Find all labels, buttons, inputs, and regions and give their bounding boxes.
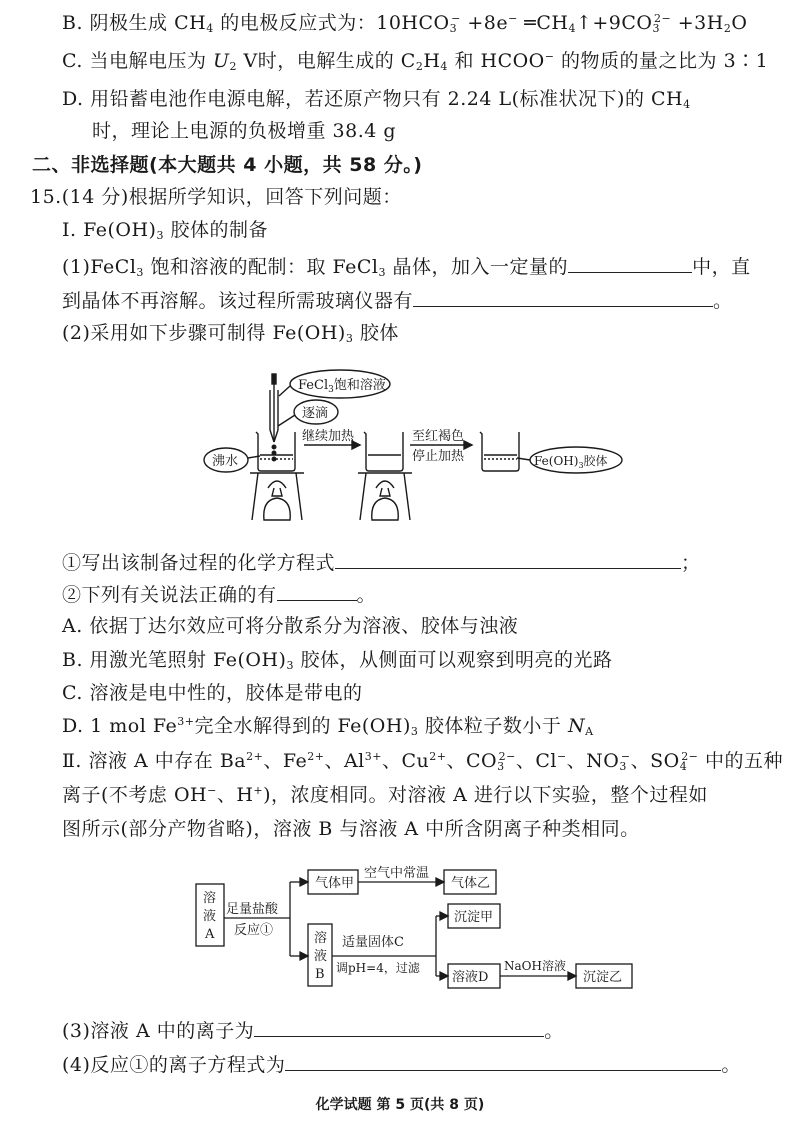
alcohol-lamp — [372, 498, 398, 520]
text: 3 — [378, 266, 387, 279]
text: (3)溶液 A 中的离子为 — [62, 1020, 255, 1042]
text: 到晶体不再溶解。该过程所需玻璃仪器有 — [62, 290, 414, 312]
alcohol-lamp — [264, 498, 290, 520]
text: − — [620, 750, 631, 763]
flow-label: 溶 — [314, 931, 328, 946]
flow-label: 气体甲 — [315, 876, 355, 891]
flame — [376, 481, 394, 488]
text: N — [567, 715, 586, 737]
part2-line2 — [62, 782, 708, 808]
beaker-2 — [364, 432, 403, 471]
text: ①写出该制备过程的化学方程式 — [62, 552, 336, 574]
text: 化学试题 第 5 页(共 8 页) — [315, 1097, 485, 1113]
text: 2− — [653, 12, 672, 25]
text: +3H — [671, 12, 724, 34]
text: 、SO — [630, 750, 680, 772]
section-title — [32, 152, 423, 178]
text: 2+ — [246, 750, 264, 763]
fig-label: 至红褐色 — [412, 429, 465, 444]
text: 、CO — [446, 750, 498, 772]
choice-a — [62, 613, 518, 639]
text: 4 — [679, 760, 688, 773]
flow-label: 液 — [203, 909, 217, 924]
text: 15.(14 分)根据所学知识，回答下列问题： — [30, 186, 402, 208]
text: 3 — [410, 725, 419, 738]
text: − — [207, 784, 217, 797]
flow-label: A — [205, 927, 215, 942]
text: 4 — [206, 22, 214, 35]
flow-label: 气体乙 — [451, 876, 491, 891]
text: 2+ — [307, 750, 325, 763]
text: 3 — [286, 659, 294, 672]
text: (4)反应①的离子方程式为 — [62, 1054, 286, 1076]
flow-label: 足量盐酸 — [226, 902, 279, 917]
text: H — [423, 50, 441, 72]
flow-label: 反应① — [234, 923, 274, 938]
text: 时，理论上电源的负极增重 38.4 g — [92, 120, 397, 142]
text: 胶体粒子数小于 — [418, 715, 568, 737]
text: 2 — [415, 60, 424, 73]
flow-label: NaOH溶液 — [504, 959, 566, 973]
text: 3+ — [177, 715, 195, 728]
subq-2-2 — [62, 580, 376, 608]
drop — [272, 445, 276, 449]
option-d-line1 — [62, 86, 691, 112]
subq-4 — [62, 1050, 741, 1078]
text: A — [585, 725, 594, 738]
text: 4 — [440, 60, 448, 73]
fig-label: FeCl$_3$饱和溶液 — [298, 378, 386, 395]
text: 2− — [498, 750, 516, 763]
text: − — [451, 12, 461, 25]
text: O — [731, 12, 748, 34]
text: 、NO — [566, 750, 620, 772]
flow-label: 溶 — [203, 891, 217, 906]
text: C. 溶液是电中性的，胶体是带电的 — [62, 682, 363, 704]
text: 4 — [683, 98, 691, 111]
text: 3+ — [364, 750, 382, 763]
text: 图所示(部分产物省略)，溶液 B 与溶液 A 中所含阴离子种类相同。 — [62, 818, 640, 840]
text: (2)采用如下步骤可制得 Fe(OH) — [62, 322, 346, 344]
text: ↑+9CO — [575, 12, 653, 34]
text: − — [544, 50, 555, 63]
choice-b — [62, 647, 613, 673]
option-d-line2 — [92, 118, 396, 144]
text: 3 — [156, 229, 164, 242]
text: 饱和溶液的配制：取 FeCl — [143, 256, 379, 278]
text: 和 HCOO — [447, 50, 545, 72]
text: 胶体，从侧面可以观察到明亮的光路 — [293, 649, 613, 671]
flow-label: 溶液D — [452, 970, 489, 985]
fig-label: $Fe(OH)_3$胶体 — [534, 454, 608, 470]
part2-line3 — [62, 816, 640, 842]
subq-1-line1 — [62, 252, 751, 280]
text: 3 — [619, 760, 627, 773]
text: 2 — [229, 60, 237, 73]
text: 。 — [713, 290, 733, 312]
text: B. 用激光笔照射 Fe(OH) — [62, 649, 287, 671]
text: 2− — [681, 750, 699, 763]
subq-2-1 — [62, 548, 701, 576]
apparatus-figure — [200, 360, 630, 530]
flow-label: 适量固体C — [342, 935, 404, 950]
text: B. 阴极生成 CH — [62, 12, 207, 34]
text: ②下列有关说法正确的有 — [62, 584, 277, 606]
fig-label: 逐滴 — [302, 406, 329, 421]
answer-blank[interactable] — [413, 286, 713, 307]
part2-line1 — [62, 748, 783, 774]
text: 胶体 — [353, 322, 399, 344]
answer-blank[interactable] — [568, 252, 692, 273]
text: A. 依据丁达尔效应可将分散系分为溶液、胶体与浊液 — [62, 615, 519, 637]
answer-blank[interactable] — [285, 1050, 721, 1071]
beaker-3 — [480, 432, 519, 471]
flow-label: 液 — [314, 949, 328, 964]
text: 3 — [497, 760, 505, 773]
dropper-bulb — [272, 374, 276, 384]
text: 中，直 — [692, 256, 751, 278]
text: 4 — [568, 22, 576, 35]
subq-1-line2 — [62, 286, 733, 314]
flowchart-figure — [190, 860, 650, 995]
text: D. 1 mol Fe — [62, 715, 178, 737]
text: 、Fe — [263, 750, 308, 772]
option-b — [62, 10, 747, 36]
text: 。 — [721, 1054, 741, 1076]
drop — [272, 451, 276, 455]
subq-3 — [62, 1016, 564, 1044]
fig-label: 沸水 — [212, 454, 239, 469]
text: 。 — [544, 1020, 564, 1042]
text: 胶体的制备 — [163, 219, 268, 241]
flow-label: 空气中常温 — [364, 866, 430, 881]
flow-label: 调pH=4，过滤 — [336, 961, 420, 975]
fig-label: 停止加热 — [412, 449, 465, 464]
text: Ⅰ. Fe(OH) — [62, 219, 157, 241]
text: 、Cu — [381, 750, 430, 772]
page-footer — [0, 1094, 800, 1114]
text: 二、非选择题(本大题共 4 小题，共 58 分。) — [32, 154, 423, 176]
text: 的电极反应式为：10HCO — [213, 12, 450, 34]
option-c — [62, 48, 768, 74]
text: 。 — [356, 584, 377, 606]
text: 3 — [345, 332, 354, 345]
question-stem — [30, 184, 402, 210]
text: 、H — [216, 784, 254, 806]
answer-blank[interactable] — [277, 580, 357, 601]
text: 3 — [136, 266, 144, 279]
flow-label: 沉淀乙 — [583, 970, 623, 985]
text: 、Al — [324, 750, 365, 772]
text: 、Cl — [515, 750, 557, 772]
text: V时，电解生成的 C — [237, 50, 416, 72]
text: 3 — [652, 22, 660, 35]
text: U — [212, 50, 230, 72]
text: ； — [681, 552, 701, 574]
part1-title — [62, 217, 268, 243]
text: +8e — [460, 12, 509, 34]
answer-blank[interactable] — [335, 548, 681, 569]
flow-label: 沉淀甲 — [454, 910, 494, 925]
text: ═CH — [517, 12, 569, 34]
text: − — [508, 12, 518, 25]
text: − — [556, 750, 567, 763]
text: 3 — [449, 22, 458, 35]
text: 的物质的量之比为 3∶1 — [554, 50, 769, 72]
text: 2 — [723, 22, 732, 35]
choice-d — [62, 713, 594, 739]
text: C. 当电解电压为 — [62, 50, 213, 72]
text: 离子(不考虑 OH — [62, 784, 208, 806]
text: 晶体，加入一定量的 — [386, 256, 569, 278]
text: (1)FeCl — [62, 256, 137, 278]
text: Ⅱ. 溶液 A 中存在 Ba — [62, 750, 247, 772]
choice-c — [62, 680, 362, 706]
flow-label: B — [315, 967, 325, 982]
text: + — [253, 784, 264, 797]
subq-2 — [62, 320, 399, 346]
text: 2+ — [429, 750, 447, 763]
fig-label: 继续加热 — [302, 429, 355, 444]
flame — [268, 481, 286, 488]
text: 中的五种 — [698, 750, 783, 772]
text: )，浓度相同。对溶液 A 进行以下实验，整个过程如 — [263, 784, 708, 806]
text: D. 用铅蓄电池作电源电解，若还原产物只有 2.24 L(标准状况下)的 CH — [62, 88, 684, 110]
answer-blank[interactable] — [254, 1016, 544, 1037]
text: 完全水解得到的 Fe(OH) — [194, 715, 411, 737]
